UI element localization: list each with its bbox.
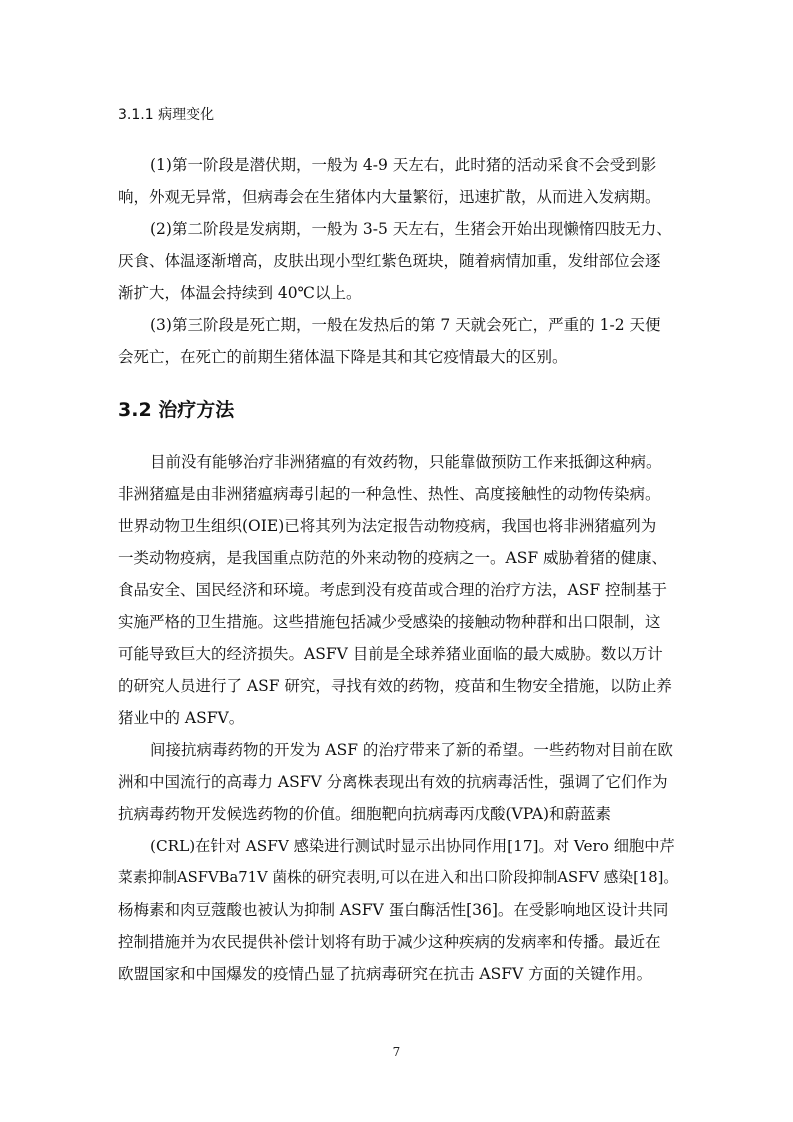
paragraph-stage-2: [118, 213, 678, 309]
text-line: 目前没有能够治疗非洲猪瘟的有效药物，只能靠做预防工作来抵御这种病。: [150, 453, 662, 471]
text-line: 一类动物疫病，是我国重点防范的外来动物的疫病之一。ASF 威胁着猪的健康、: [118, 549, 667, 567]
page-number: 7: [392, 1045, 401, 1059]
text-line: (2)第二阶段是发病期，一般为 3-5 天左右，生猪会开始出现懒惰四肢无力、: [150, 220, 672, 238]
paragraph-stage-1: [118, 149, 678, 213]
text-line: 厌食、体温逐渐增高，皮肤出现小型红紫色斑块，随着病情加重，发绀部位会逐: [118, 252, 661, 270]
text-line: 猪业中的 ASFV。: [118, 709, 245, 727]
text-line: (1)第一阶段是潜伏期，一般为 4-9 天左右，此时猪的活动采食不会受到影: [150, 156, 657, 174]
text-line: 控制措施并为农民提供补偿计划将有助于减少这种疾病的发病率和传播。最近在: [118, 933, 661, 951]
subsection-title: 3.1.1 病理变化: [118, 107, 215, 123]
text-line: 间接抗病毒药物的开发为 ASF 的治疗带来了新的希望。一些药物对目前在欧: [150, 741, 673, 759]
text-line: 食品安全、国民经济和环境。考虑到没有疫苗或合理的治疗方法，ASF 控制基于: [118, 581, 667, 599]
section-title: 3.2 治疗方法: [118, 399, 235, 421]
paragraph-treatment-1: [118, 446, 678, 734]
text-line: 抗病毒药物开发候选药物的价值。细胞靶向抗病毒丙戊酸(VPA)和蔚蓝素: [118, 805, 611, 823]
text-line: 洲和中国流行的高毒力 ASFV 分离株表现出有效的抗病毒活性，强调了它们作为: [118, 773, 668, 791]
paragraph-stage-3: [118, 309, 678, 373]
text-line: 非洲猪瘟是由非洲猪瘟病毒引起的一种急性、热性、高度接触性的动物传染病。: [118, 485, 661, 503]
text-line: 响，外观无异常，但病毒会在生猪体内大量繁衍，迅速扩散，从而进入发病期。: [118, 188, 661, 206]
text-line: (3)第三阶段是死亡期，一般在发热后的第 7 天就会死亡，严重的 1-2 天便: [150, 316, 661, 334]
text-line: 杨梅素和肉豆蔻酸也被认为抑制 ASFV 蛋白酶活性[36]。在受影响地区设计共同: [118, 901, 669, 919]
paragraph-treatment-2: [118, 734, 678, 990]
text-line: 可能导致巨大的经济损失。ASFV 目前是全球养猪业面临的最大威胁。数以万计: [118, 645, 663, 663]
text-line: 会死亡，在死亡的前期生猪体温下降是其和其它疫情最大的区别。: [118, 348, 568, 366]
text-line: 的研究人员进行了 ASF 研究，寻找有效的药物，疫苗和生物安全措施，以防止养: [118, 677, 672, 695]
text-line: (CRL)在针对 ASFV 感染进行测试时显示出协同作用[17]。对 Vero 细胞中芹: [150, 837, 675, 855]
text-line: 渐扩大，体温会持续到 40℃以上。: [118, 284, 362, 302]
text-line: 世界动物卫生组织(OIE)已将其列为法定报告动物疫病，我国也将非洲猪瘟列为: [118, 517, 657, 535]
text-line: 欧盟国家和中国爆发的疫情凸显了抗病毒研究在抗击 ASFV 方面的关键作用。: [118, 965, 653, 983]
text-line: 实施严格的卫生措施。这些措施包括减少受感染的接触动物种群和出口限制，这: [118, 613, 661, 631]
text-line: 菜素抑制ASFVBa71V 菌株的研究表明,可以在进入和出口阶段抑制ASFV 感染[18]。: [118, 869, 679, 886]
